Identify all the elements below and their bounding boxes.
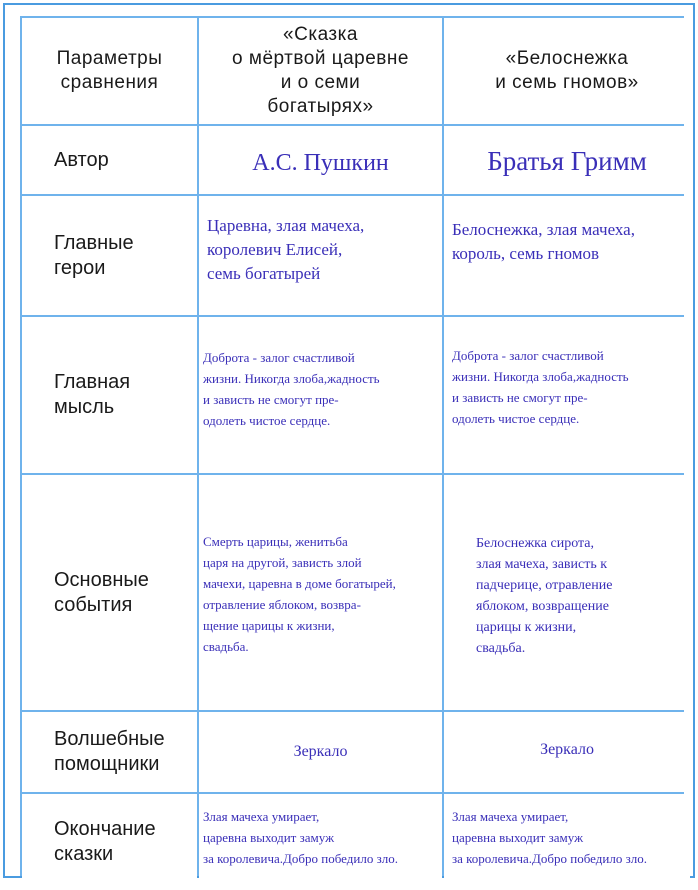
header-snow-white-tale	[444, 18, 690, 124]
row-label-author	[22, 126, 197, 194]
events-grimm	[444, 475, 690, 710]
ending-grimm-line: за королевича.Добро победило зло.	[452, 851, 647, 866]
row-label-text: сказки	[54, 843, 114, 865]
events-grimm-line: царицы к жизни,	[476, 620, 577, 635]
helpers-pushkin	[199, 712, 442, 792]
comparison-table	[20, 16, 684, 876]
header-pushkin-line: и о семи	[280, 72, 361, 93]
ending-grimm	[444, 794, 690, 890]
ending-pushkin-line: за королевича.Добро победило зло.	[203, 851, 398, 866]
events-grimm-line: падчерице, отравление	[476, 578, 613, 593]
ending-pushkin	[199, 794, 442, 890]
events-grimm-line: Белоснежка сирота,	[476, 536, 595, 551]
header-grimm-line: и семь гномов»	[495, 72, 639, 93]
events-grimm-line: свадьба.	[476, 641, 526, 656]
heroes-pushkin-line: королевич Елисей,	[207, 240, 343, 259]
heroes-grimm-line: Белоснежка, злая мачеха,	[452, 220, 635, 239]
row-label-text: события	[54, 593, 133, 616]
author-grimm	[444, 126, 690, 194]
row-label-text: герои	[54, 256, 106, 279]
events-pushkin-line: царя на другой, зависть злой	[203, 555, 362, 570]
idea-grimm-line: и зависть не смогут пре-	[452, 390, 588, 405]
idea-pushkin-line: одолеть чистое сердце.	[203, 413, 331, 428]
idea-pushkin-line: жизни. Никогда злоба,жадность	[203, 371, 380, 386]
idea-pushkin	[199, 317, 442, 473]
header-pushkin-tale	[199, 18, 442, 124]
idea-pushkin-line: Доброта - залог счастливой	[203, 350, 355, 365]
heroes-pushkin-line: Царевна, злая мачеха,	[207, 216, 365, 235]
row-label-idea	[22, 317, 197, 473]
heroes-pushkin	[199, 196, 442, 315]
helpers-grimm-text: Зеркало	[540, 741, 594, 758]
row-label-heroes	[22, 196, 197, 315]
events-pushkin-line: отравление яблоком, возвра-	[203, 597, 361, 612]
heroes-grimm	[444, 196, 690, 315]
idea-grimm-line: жизни. Никогда злоба,жадность	[452, 369, 629, 384]
header-params	[22, 18, 197, 124]
ending-pushkin-line: Злая мачеха умирает,	[203, 809, 320, 824]
row-label-text: Автор	[54, 148, 109, 171]
idea-pushkin-line: и зависть не смогут пре-	[203, 392, 339, 407]
row-label-text: Главные	[54, 231, 134, 254]
ending-grimm-line: царевна выходит замуж	[452, 830, 584, 845]
events-pushkin-line: щение царицы к жизни,	[203, 618, 335, 633]
helpers-grimm	[444, 712, 690, 792]
row-label-helpers	[22, 712, 197, 792]
events-pushkin	[199, 475, 442, 710]
heroes-pushkin-line: семь богатырей	[207, 264, 321, 283]
idea-grimm-line: Доброта - залог счастливой	[452, 348, 604, 363]
row-label-text: Волшебные	[54, 728, 165, 750]
header-pushkin-line: о мёртвой царевне	[232, 48, 409, 69]
header-pushkin-line: богатырях»	[267, 96, 374, 117]
page-frame	[3, 3, 695, 878]
idea-grimm	[444, 317, 690, 473]
row-label-text: мысль	[54, 396, 115, 418]
row-label-text: Главная	[54, 371, 131, 393]
author-grimm-text: Братья Гримм	[487, 145, 647, 176]
row-label-text: Основные	[54, 568, 149, 591]
events-grimm-line: яблоком, возвращение	[476, 599, 609, 614]
ending-grimm-line: Злая мачеха умирает,	[452, 809, 569, 824]
events-pushkin-line: мачехи, царевна в доме богатырей,	[203, 576, 396, 591]
header-grimm-line: «Белоснежка	[505, 48, 629, 69]
row-label-text: помощники	[54, 753, 160, 775]
row-label-ending	[22, 794, 197, 890]
header-params-line: сравнения	[60, 72, 159, 93]
idea-grimm-line: одолеть чистое сердце.	[452, 411, 580, 426]
helpers-pushkin-text: Зеркало	[293, 743, 348, 760]
events-grimm-line: злая мачеха, зависть к	[476, 557, 608, 572]
author-pushkin-text: А.С. Пушкин	[252, 149, 389, 176]
header-pushkin-line: «Сказка	[283, 24, 358, 45]
header-params-line: Параметры	[56, 48, 163, 69]
ending-pushkin-line: царевна выходит замуж	[203, 830, 335, 845]
events-pushkin-line: Смерть царицы, женитьба	[203, 534, 348, 549]
author-pushkin	[199, 126, 442, 194]
heroes-grimm-line: король, семь гномов	[452, 244, 599, 263]
row-label-text: Окончание	[54, 818, 156, 840]
row-label-events	[22, 475, 197, 710]
events-pushkin-line: свадьба.	[203, 639, 249, 654]
